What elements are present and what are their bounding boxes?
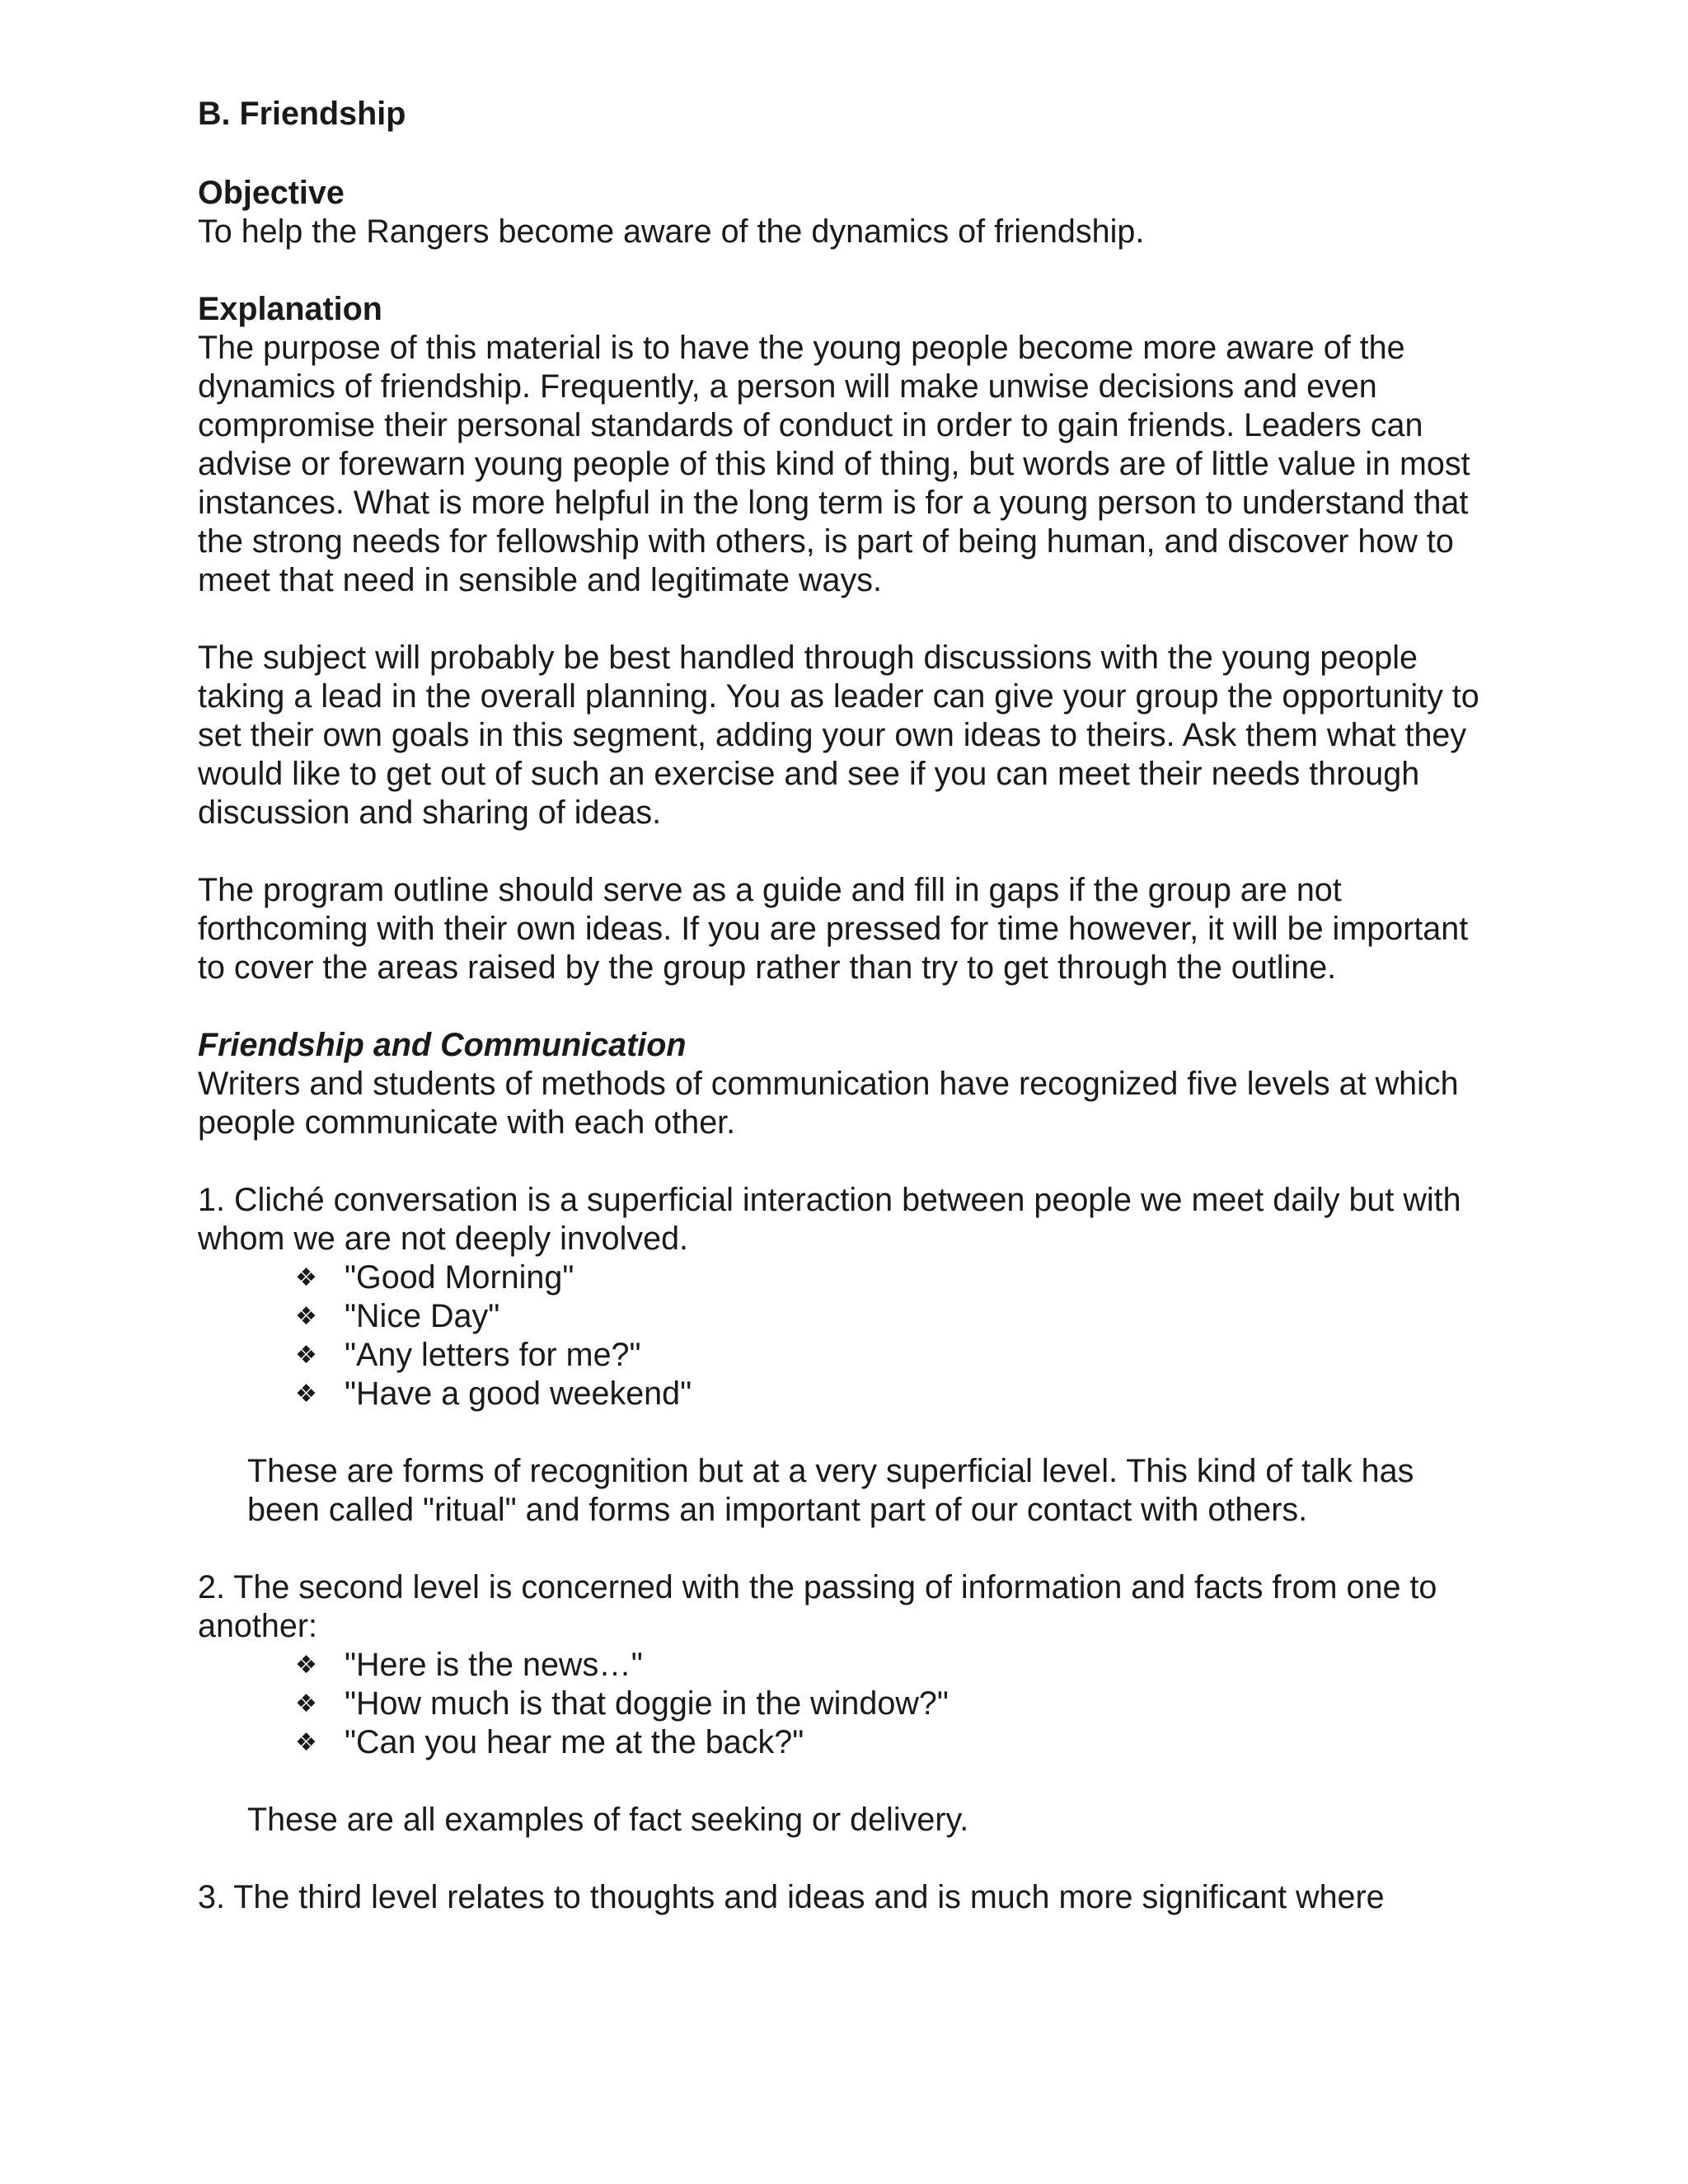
- example-text: "Any letters for me?": [345, 1337, 641, 1373]
- example-text: "How much is that doggie in the window?": [345, 1685, 949, 1722]
- explanation-heading: Explanation: [198, 291, 382, 327]
- document-page: [198, 95, 1484, 1956]
- diamond-bullet-icon: ❖: [295, 1728, 317, 1757]
- example-list: [198, 1258, 1484, 1413]
- explanation-paragraph: The purpose of this material is to have the young people become more aware of the dynamics of friendship. Frequently, a person will make unwise decisions and even compromise their personal standards of conduct in order to gain friends. Leaders can advise or forewarn young people of this kind of thing, but words are of little value in most instances. What is more helpful in the long term is for a young person to understand that the strong needs for fellowship with others, is part of being human, and discover how to meet that need in sensible and legitimate ways.: [198, 330, 1470, 598]
- level-note: These are forms of recognition but at a very superficial level. This kind of talk has been called "ritual" and forms an important part of our contact with others.: [247, 1453, 1414, 1528]
- objective-heading: Objective: [198, 175, 345, 211]
- explanation-section: [198, 290, 1484, 600]
- level-text: [198, 1181, 1484, 1258]
- level-description: Cliché conversation is a superficial interaction between people we meet daily but with whom we are not deeply involved.: [198, 1182, 1461, 1257]
- section-title: B. Friendship: [198, 96, 406, 132]
- communication-heading: Friendship and Communication: [198, 1027, 687, 1063]
- level-item: [198, 1568, 1484, 1840]
- list-item: [295, 1723, 1484, 1762]
- level-text: [198, 1568, 1484, 1646]
- list-item: [295, 1685, 1484, 1723]
- level-item: [198, 1181, 1484, 1530]
- objective-text: To help the Rangers become aware of the dynamics of friendship.: [198, 213, 1145, 250]
- example-text: "Here is the news…": [345, 1647, 643, 1683]
- diamond-bullet-icon: ❖: [295, 1302, 317, 1331]
- example-text: "Can you hear me at the back?": [345, 1724, 804, 1760]
- level-number: 1.: [198, 1182, 225, 1218]
- explanation-paragraph: The program outline should serve as a guide and fill in gaps if the group are not forthcoming with their own ideas. If you are pressed for time however, it will be important to cover the areas raised by the group rather than try to get through the outline.: [198, 872, 1469, 986]
- list-item: [295, 1336, 1484, 1375]
- diamond-bullet-icon: ❖: [295, 1651, 317, 1680]
- communication-section: [198, 1026, 1484, 1142]
- level-description: The second level is concerned with the passing of information and facts from one to another:: [198, 1569, 1437, 1644]
- diamond-bullet-icon: ❖: [295, 1341, 317, 1370]
- explanation-paragraph: The subject will probably be best handled through discussions with the young people taking a lead in the overall planning. You as leader can give your group the opportunity to set their own goals in this segment, adding your own ideas to theirs. Ask them what they would like to get out of such an exercise and see if you can meet their needs through discussion and sharing of ideas.: [198, 640, 1479, 831]
- level-item: [198, 1878, 1484, 1917]
- list-item: [295, 1258, 1484, 1297]
- list-item: [295, 1297, 1484, 1336]
- communication-intro: Writers and students of methods of communication have recognized five levels at which people communicate with each other.: [198, 1066, 1459, 1141]
- example-text: "Good Morning": [345, 1259, 574, 1296]
- objective-section: [198, 174, 1484, 251]
- level-text: [198, 1878, 1484, 1917]
- example-text: "Nice Day": [345, 1298, 500, 1334]
- level-number: 2.: [198, 1569, 225, 1605]
- example-text: "Have a good weekend": [345, 1376, 692, 1412]
- list-item: [295, 1375, 1484, 1413]
- example-list: [198, 1646, 1484, 1762]
- list-item: [295, 1646, 1484, 1685]
- level-note: These are all examples of fact seeking or delivery.: [247, 1802, 969, 1838]
- diamond-bullet-icon: ❖: [295, 1263, 317, 1292]
- diamond-bullet-icon: ❖: [295, 1380, 317, 1408]
- diamond-bullet-icon: ❖: [295, 1690, 317, 1718]
- level-description: The third level relates to thoughts and ideas and is much more significant where: [233, 1879, 1385, 1915]
- level-number: 3.: [198, 1879, 225, 1915]
